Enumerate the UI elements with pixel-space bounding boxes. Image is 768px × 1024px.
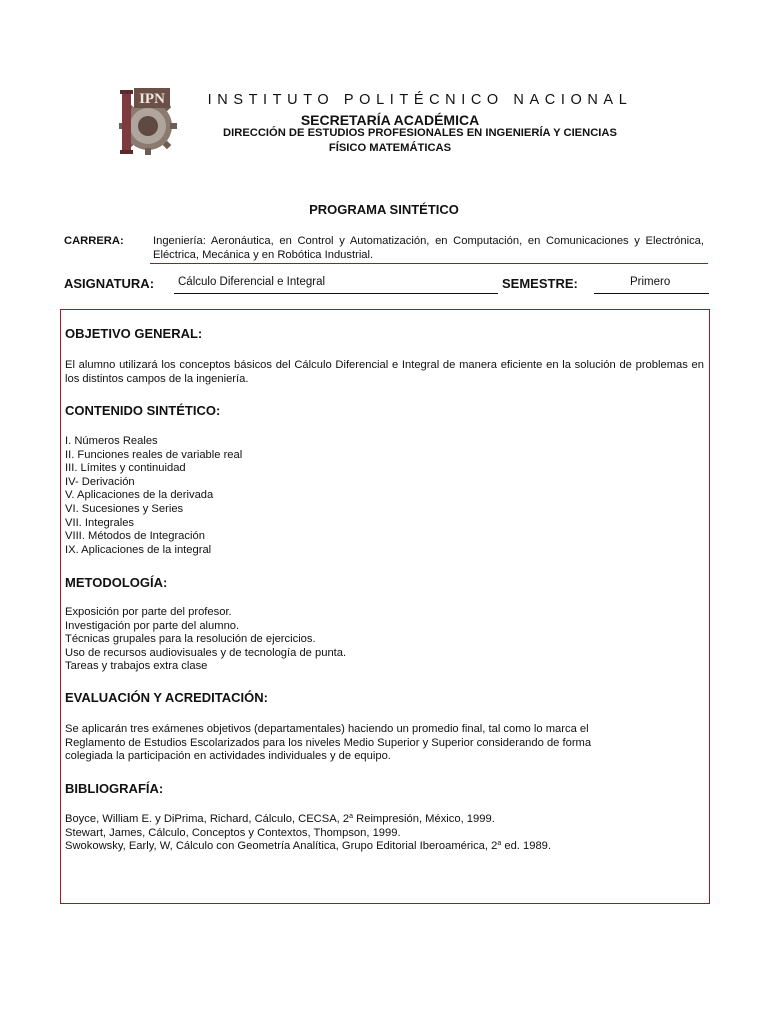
evaluacion-line: Reglamento de Estudios Escolarizados para los niveles Medio Superior y Superior considerando de forma bbox=[65, 736, 592, 749]
list-item: VII. Integrales bbox=[65, 516, 135, 529]
bibliography-entry: Stewart, James, Cálculo, Conceptos y Contextos, Thompson, 1999. bbox=[65, 826, 401, 839]
evaluacion-line: colegiada la participación en actividades individuales y de equipo. bbox=[65, 750, 391, 762]
bibliografia-list bbox=[65, 813, 704, 854]
list-item: Técnicas grupales para la resolución de ejercicios. bbox=[65, 633, 316, 646]
list-item: Tareas y trabajos extra clase bbox=[65, 660, 208, 673]
list-item: IX. Aplicaciones de la integral bbox=[65, 543, 212, 556]
evaluacion-text bbox=[65, 723, 704, 764]
list-item: VIII. Métodos de Integración bbox=[65, 530, 205, 543]
objetivo-heading: OBJETIVO GENERAL: bbox=[65, 326, 203, 341]
evaluacion-heading: EVALUACIÓN Y ACREDITACIÓN: bbox=[65, 690, 268, 705]
institution-name: INSTITUTO POLITÉCNICO NACIONAL bbox=[207, 92, 633, 108]
list-item: III. Límites y continuidad bbox=[65, 462, 186, 475]
list-item: V. Aplicaciones de la derivada bbox=[65, 489, 214, 502]
semestre-label: SEMESTRE: bbox=[502, 276, 578, 291]
ipn-logo bbox=[112, 86, 180, 156]
list-item: II. Funciones reales de variable real bbox=[65, 448, 243, 461]
evaluacion-line: Se aplicarán tres exámenes objetivos (departamentales) haciendo un promedio final, tal como lo marca el bbox=[65, 723, 589, 735]
page-title: PROGRAMA SINTÉTICO bbox=[309, 202, 459, 217]
objetivo-text: El alumno utilizará los conceptos básicos del Cálculo Diferencial e Integral de manera eficiente en la solución de problemas en los distintos campos de la ingeniería. bbox=[65, 359, 704, 385]
bibliography-entry: Swokowsky, Early, W, Cálculo con Geometría Analítica, Grupo Editorial Iberoamérica, 2$^a$ ed. 1989. bbox=[65, 840, 552, 852]
list-item: Investigación por parte del alumno. bbox=[65, 619, 240, 632]
semestre-value: Primero bbox=[630, 276, 671, 288]
semestre-underline bbox=[594, 293, 709, 294]
metodologia-list bbox=[65, 606, 346, 674]
contenido-list bbox=[65, 435, 242, 557]
logo-text: IPN bbox=[139, 91, 165, 107]
list-item: Uso de recursos audiovisuales y de tecnología de punta. bbox=[65, 646, 347, 659]
list-item: IV- Derivación bbox=[65, 475, 135, 488]
bibliografia-heading: BIBLIOGRAFÍA: bbox=[65, 781, 164, 796]
column-icon bbox=[122, 92, 131, 152]
list-item: I. Números Reales bbox=[65, 435, 158, 447]
direccion-line-1: DIRECCIÓN DE ESTUDIOS PROFESIONALES EN INGENIERÍA Y CIENCIAS bbox=[223, 127, 617, 139]
asignatura-underline bbox=[174, 293, 498, 294]
bibliography-entry: Boyce, William E. y DiPrima, Richard, Cálculo, CECSA, 2$^a$ Reimpresión, México, 1999. bbox=[65, 813, 495, 825]
carrera-underline bbox=[150, 263, 708, 264]
carrera-text: Ingeniería: Aeronáutica, en Control y Automatización, en Computación, en Comunicaciones y Electrónica, Eléctrica, Mecánica y en Robótica Industrial. bbox=[153, 235, 704, 261]
contenido-heading: CONTENIDO SINTÉTICO: bbox=[65, 403, 221, 418]
list-item: VI. Sucesiones y Series bbox=[65, 502, 184, 515]
metodologia-heading: METODOLOGÍA: bbox=[65, 575, 168, 590]
list-item: Exposición por parte del profesor. bbox=[65, 606, 232, 618]
asignatura-label: ASIGNATURA: bbox=[64, 276, 155, 291]
secretaria-title: SECRETARÍA ACADÉMICA bbox=[300, 112, 480, 128]
direccion-line-2: FÍSICO MATEMÁTICAS bbox=[328, 142, 452, 154]
asignatura-value: Cálculo Diferencial e Integral bbox=[178, 276, 326, 288]
carrera-label: CARRERA: bbox=[64, 235, 124, 247]
